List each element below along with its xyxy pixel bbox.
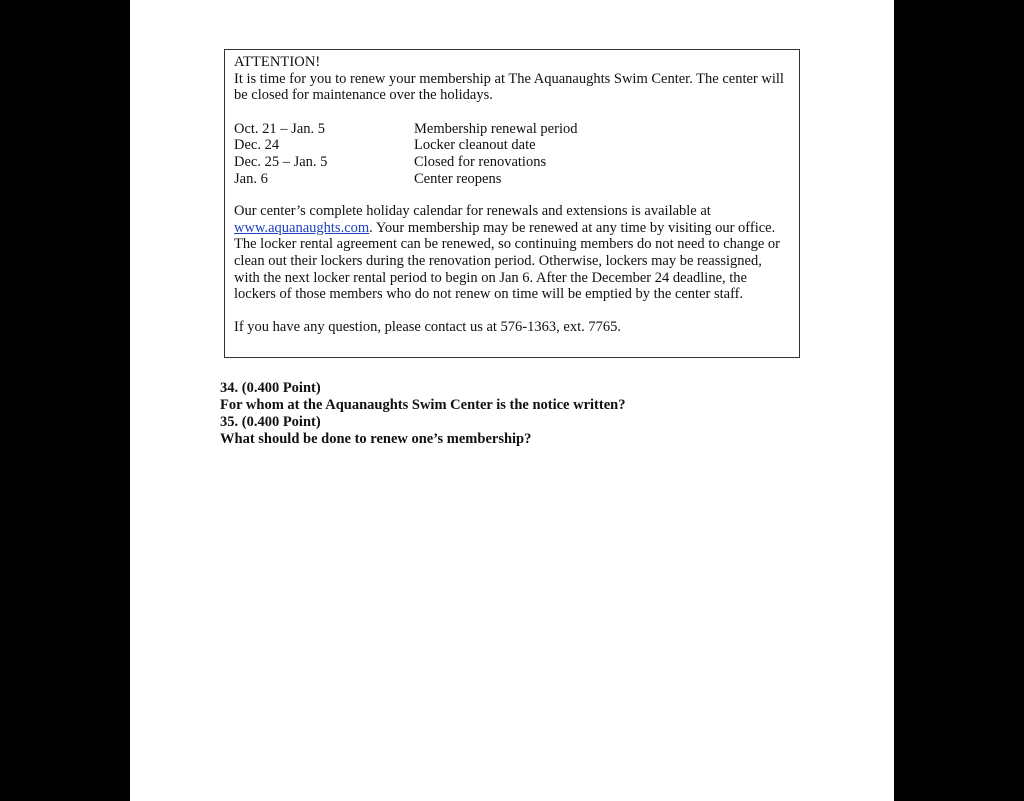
schedule-date: Oct. 21 – Jan. 5 [234, 120, 326, 137]
question-list [220, 380, 860, 448]
question-number: 34. (0.400 Point) [220, 380, 321, 396]
question-number: 35. (0.400 Point) [220, 414, 321, 430]
schedule-date: Dec. 24 [234, 137, 280, 154]
calendar-text-before: Our center’s complete holiday calendar for renewals and extensions is available at [234, 203, 711, 220]
schedule-event: Membership renewal period [414, 120, 578, 137]
question-text: For whom at the Aquanaughts Swim Center is the notice written? [220, 397, 626, 413]
schedule-event: Closed for renovations [414, 153, 547, 170]
notice-heading: ATTENTION! [234, 54, 321, 70]
calendar-paragraph [234, 203, 789, 303]
schedule-date: Dec. 25 – Jan. 5 [234, 153, 328, 170]
schedule-date: Jan. 6 [234, 170, 268, 187]
document-page [130, 0, 894, 801]
question-text: What should be done to renew one’s membership? [220, 431, 532, 447]
contact-line: If you have any question, please contact us at 576-1363, ext. 7765. [234, 318, 621, 335]
schedule-event: Center reopens [414, 170, 502, 187]
website-link[interactable]: www.aquanaughts.com [234, 219, 370, 236]
schedule-table [234, 121, 789, 187]
calendar-text-after: . Your membership may be renewed at any time by visiting our office. The locker rental agreement can be renewed, so continuing members do not need to change or clean out their lockers during the renovation period. Otherwise, lockers may be reassigned, with the next locker rental period to begin on Jan 6. After the December 24 deadline, the lockers of those members who do not renew on time will be emptied by the center staff. [234, 219, 780, 303]
attention-notice-box [224, 49, 800, 358]
notice-intro: It is time for you to renew your membership at The Aquanaughts Swim Center. The center will be closed for maintenance over the holidays. [234, 70, 784, 104]
schedule-event: Locker cleanout date [414, 137, 536, 154]
